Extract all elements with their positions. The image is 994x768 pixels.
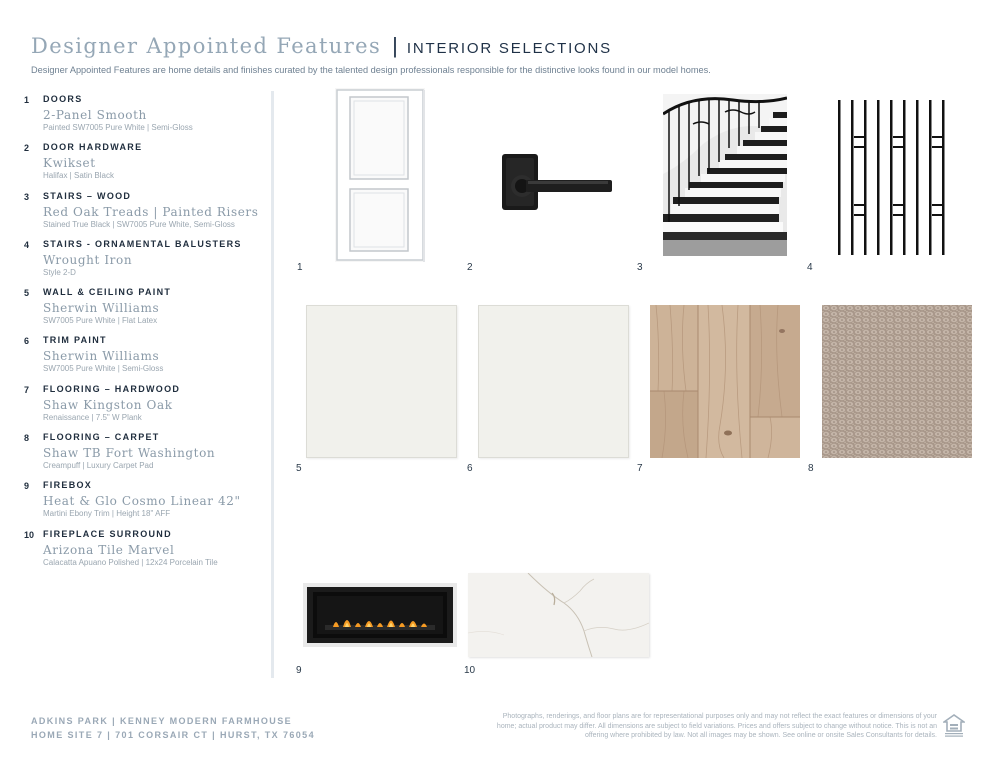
item-category: WALL & CEILING PAINT <box>43 287 172 298</box>
item-name: 2-Panel Smooth <box>43 108 147 122</box>
swatch-number: 8 <box>808 463 814 474</box>
item-category: FIREBOX <box>43 480 93 491</box>
door-image <box>335 88 425 262</box>
item-category: STAIRS – WOOD <box>43 190 132 201</box>
fireplace-image <box>303 583 457 647</box>
swatch-number: 5 <box>296 463 302 474</box>
list-item <box>24 94 264 142</box>
footer-disclaimer: Photographs, renderings, and floor plans are for representational purposes only and may not reflect the exact features or dimensions of your home; actual product may differ. All dimensions are subject to field variations. Prices and offers subject to change without notice. This is not an offering where prohibited by law. Not all images may be shown. See online or onsite Sales Consultants for details. <box>496 713 937 739</box>
equal-housing-opportunity-icon <box>943 714 965 738</box>
item-number: 8 <box>24 433 30 444</box>
item-number: 10 <box>24 529 35 540</box>
list-item <box>24 287 264 335</box>
trim-paint-swatch <box>478 305 629 458</box>
footer-address <box>31 714 315 742</box>
swatch-number: 1 <box>297 262 303 273</box>
swatch-number: 6 <box>467 463 473 474</box>
item-number: 2 <box>24 143 30 154</box>
item-detail: Stained True Black | SW7005 Pure White, Semi-Gloss <box>43 219 235 229</box>
swatch-number: 7 <box>637 463 643 474</box>
item-detail: Halifax | Satin Black <box>43 171 114 181</box>
item-name: Wrought Iron <box>43 252 133 267</box>
item-category: DOORS <box>43 94 83 104</box>
item-name: Shaw TB Fort Washington <box>43 446 216 461</box>
item-detail: Calacatta Apuano Polished | 12x24 Porcelain Tile <box>43 557 218 567</box>
item-name: Arizona Tile Marvel <box>43 542 175 557</box>
baluster-image <box>835 100 955 255</box>
swatch-number: 4 <box>807 262 813 273</box>
list-item <box>24 142 264 190</box>
item-number: 9 <box>24 481 30 492</box>
list-item <box>24 335 264 383</box>
carpet-swatch <box>822 305 972 458</box>
swatch-number: 2 <box>467 262 473 273</box>
item-detail: SW7005 Pure White | Semi-Gloss <box>43 364 164 374</box>
wall-paint-swatch <box>306 305 457 458</box>
item-name: Shaw Kingston Oak <box>43 397 173 412</box>
item-name: Kwikset <box>43 156 96 171</box>
staircase-image <box>663 94 787 256</box>
page-tagline: Designer Appointed Features are home details and finishes curated by the talented design professionals responsible for the distinctive looks found in our model homes. <box>31 65 711 75</box>
swatch-number: 3 <box>637 262 643 273</box>
page-subtitle: INTERIOR SELECTIONS <box>406 40 612 57</box>
item-category: STAIRS - ORNAMENTAL BALUSTERS <box>43 238 242 249</box>
item-category: TRIM PAINT <box>43 335 107 346</box>
list-item <box>24 239 264 287</box>
item-detail: Creampuff | Luxury Carpet Pad <box>43 461 154 471</box>
item-category: FLOORING – CARPET <box>43 432 160 443</box>
hardwood-swatch <box>650 305 800 458</box>
title-row <box>31 33 971 59</box>
item-detail: Martini Ebony Trim | Height 18" AFF <box>43 509 171 519</box>
list-item <box>24 191 264 239</box>
item-number: 5 <box>24 288 30 299</box>
item-detail: Style 2-D <box>43 267 76 277</box>
item-number: 1 <box>24 95 30 105</box>
item-detail: Renaissance | 7.5" W Plank <box>43 412 142 422</box>
section-divider <box>271 91 274 678</box>
title-separator: | <box>392 33 398 58</box>
door-lever-image <box>498 150 618 212</box>
page-title: Designer Appointed Features <box>31 34 382 58</box>
item-number: 6 <box>24 336 30 347</box>
item-name: Heat & Glo Cosmo Linear 42" <box>43 494 241 509</box>
page-header <box>31 33 971 75</box>
item-name: Sherwin Williams <box>43 349 160 364</box>
item-number: 7 <box>24 384 30 395</box>
item-detail: SW7005 Pure White | Flat Latex <box>43 316 158 326</box>
list-item <box>24 529 264 577</box>
swatch-number: 9 <box>296 665 302 676</box>
list-item <box>24 384 264 432</box>
item-detail: Painted SW7005 Pure White | Semi-Gloss <box>43 123 193 132</box>
item-name: Red Oak Treads | Painted Risers <box>43 204 259 219</box>
item-category: FLOORING – HARDWOOD <box>43 383 181 394</box>
item-name: Sherwin Williams <box>43 301 160 316</box>
item-number: 3 <box>24 191 30 202</box>
item-category: FIREPLACE SURROUND <box>43 528 172 539</box>
footer-home-site: HOME SITE 7 | 701 CORSAIR CT | HURST, TX 76054 <box>31 730 315 740</box>
swatch-number: 10 <box>464 665 476 676</box>
selection-list <box>24 94 264 577</box>
footer-community: ADKINS PARK | KENNEY MODERN FARMHOUSE <box>31 716 293 726</box>
marble-tile-swatch <box>468 573 649 657</box>
item-number: 4 <box>24 239 30 250</box>
list-item <box>24 480 264 528</box>
list-item <box>24 432 264 480</box>
item-category: DOOR HARDWARE <box>43 142 143 153</box>
